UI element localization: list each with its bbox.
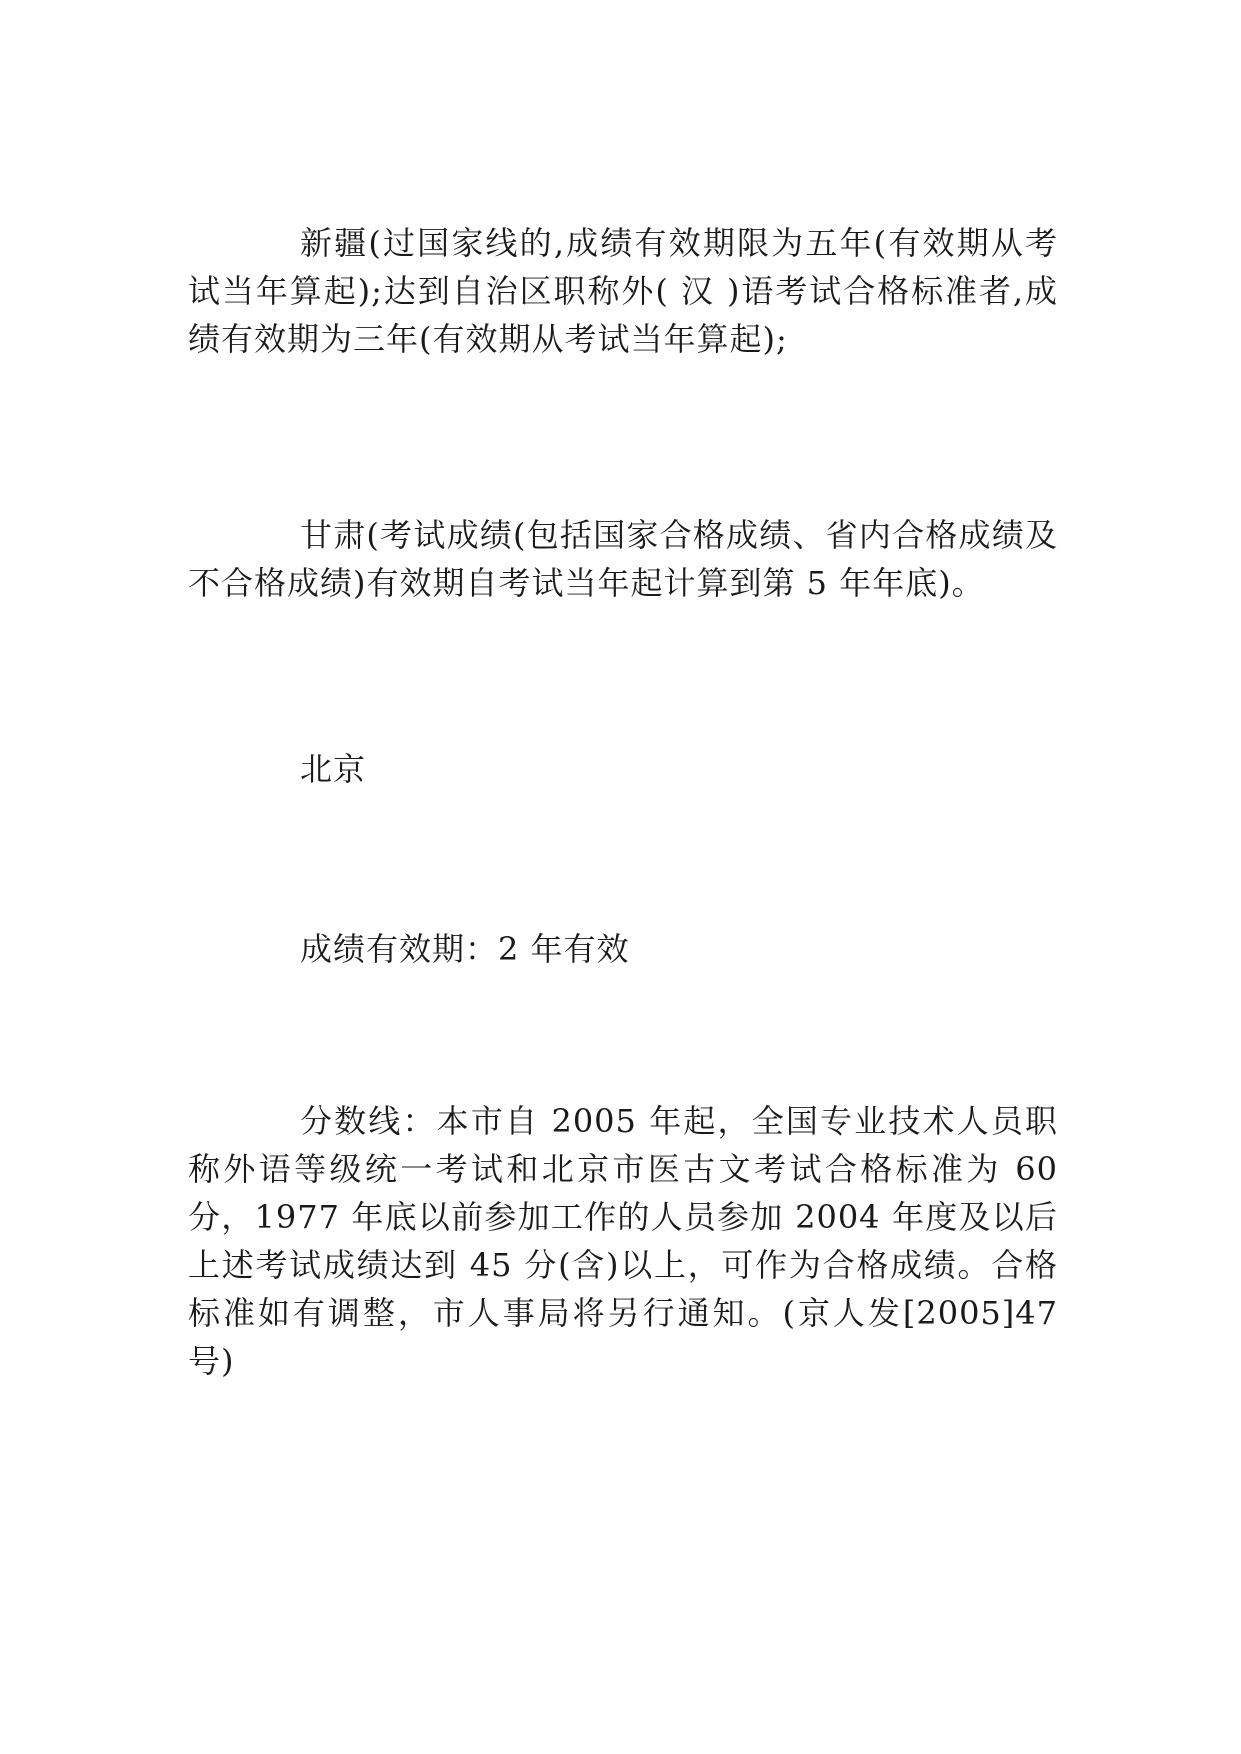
heading-beijing: 北京	[300, 750, 367, 788]
paragraph-xinjiang: 新疆(过国家线的,成绩有效期限为五年(有效期从考试当年算起);达到自治区职称外( 汉 )语考试合格标准者,成绩有效期为三年(有效期从考试当年算起);	[188, 224, 1058, 358]
paragraph-score-line: 分数线：本市自 2005 年起，全国专业技术人员职称外语等级统一考试和北京市医古文考试合格标准为 60 分，1977 年底以前参加工作的人员参加 2004 年度及以后上述考试成绩达到 45 分(含)以上，可作为合格成绩。合格标准如有调整，市人事局将另行通知。(京人发[2005]47 号)	[188, 1102, 1058, 1380]
paragraph-gansu: 甘肃(考试成绩(包括国家合格成绩、省内合格成绩及不合格成绩)有效期自考试当年起计算到第 5 年年底)。	[188, 516, 1058, 602]
paragraph-validity: 成绩有效期：2 年有效	[300, 930, 630, 968]
